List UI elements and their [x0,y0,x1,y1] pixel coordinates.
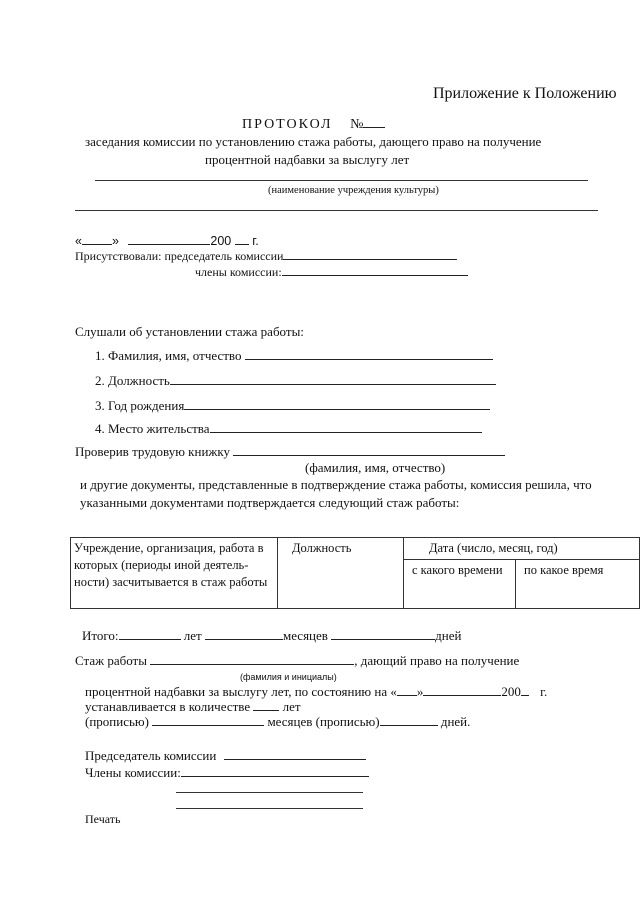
chairman-row [85,748,366,762]
bonus-day-field[interactable] [397,684,417,696]
checked-row [75,444,505,458]
subtitle-line1: заседания комиссии по установлению стажа работы, дающего право на получение [85,134,542,149]
header-date: Дата (число, месяц, год) [404,538,640,560]
checked-caption: (фамилия, имя, отчество) [305,460,446,475]
seniority-caption: (фамилия и инициалы) [240,672,337,682]
bonus-months-label: месяцев (прописью) [267,714,380,729]
quote-open: « [75,234,82,248]
seniority-label: Стаж работы [75,653,147,668]
institution-caption: (наименование учреждения культуры) [268,185,439,196]
header-institution: Учреждение, организация, работа в которых (периоды иной деятель-ности) засчитывается в стаж работы [71,538,278,609]
members-row [195,264,468,278]
year-suffix: г. [252,234,259,248]
number-label: № [350,117,364,132]
chairman-present-field[interactable] [283,248,457,260]
bonus-years-label: лет [282,699,301,714]
months-label: месяцев [282,628,328,643]
decision-line2: указанными документами подтверждается следующий стаж работы: [80,495,460,510]
year-field[interactable] [235,233,249,245]
subtitle-line2: процентной надбавки за выслугу лет [205,152,410,167]
field-residence [95,421,482,435]
member-signature-field-1[interactable] [181,765,369,777]
appendix-label: Приложение к Положению [433,85,617,102]
document-title [242,116,385,132]
header-to: по какое время [516,559,640,608]
members-sign-label: Члены комиссии: [85,765,181,780]
chairman-label: Председатель комиссии [85,748,217,763]
employment-book-input[interactable] [233,444,505,456]
present-label: Присутствовали: председатель комиссии [75,249,284,263]
title-text: ПРОТОКОЛ [242,117,333,132]
heard-label: Слушали об установлении стажа работы: [75,324,304,339]
position-input[interactable] [170,373,496,385]
seniority-table [70,537,640,609]
chairman-signature-field[interactable] [224,748,366,760]
members-label: члены комиссии: [195,265,282,279]
bonus-months-words-field[interactable] [380,714,438,726]
decision-line1: и другие документы, представленные в подтверждение стажа работы, комиссия решила, что [80,477,592,492]
field-full-name [95,348,493,362]
seal-label: Печать [85,812,121,826]
institution-field[interactable] [95,180,588,181]
present-row [75,248,457,262]
residence-input[interactable] [210,421,482,433]
field-label: 3. Год рождения [95,398,185,413]
quote-close: » [416,684,424,699]
checked-label: Проверив трудовую книжку [75,444,231,459]
bonus-line3 [85,714,470,728]
day-field[interactable] [82,233,112,245]
header-from: с какого времени [404,559,516,608]
bonus-words-label: (прописью) [85,714,149,729]
bonus-text: процентной надбавки за выслугу лет, по состоянию на « [85,684,397,699]
bonus-year: 200 [501,684,521,699]
date-row [75,233,259,248]
field-label: 2. Должность [95,373,170,388]
field-position [95,373,496,387]
days-label: дней [435,628,462,643]
full-name-input[interactable] [245,348,493,360]
members-sign-row [85,765,369,779]
birth-year-input[interactable] [184,398,490,410]
total-row [82,628,461,642]
bonus-days-label: дней. [440,714,471,729]
header-position: Должность [278,538,404,609]
field-label: 4. Место жительства [95,421,210,436]
field-label: 1. Фамилия, имя, отчество [95,348,242,363]
bonus-years-field[interactable] [253,699,279,711]
total-years-field[interactable] [119,628,181,640]
quote-close: » [111,234,119,248]
bonus-year-suffix: г. [540,684,548,699]
total-label: Итого: [82,628,119,643]
total-months-field[interactable] [205,628,283,640]
field-birth-year [95,398,490,412]
number-field[interactable] [363,116,385,128]
bonus-text: устанавливается в количестве [85,699,251,714]
bonus-line2 [85,699,301,713]
members-present-field[interactable] [282,264,468,276]
year-prefix: 200 [210,234,232,248]
bonus-year-field[interactable] [521,684,529,696]
seniority-name-field[interactable] [150,653,354,665]
bonus-month-field[interactable] [423,684,501,696]
bonus-line1 [85,684,547,698]
seniority-suffix: , дающий право на получение [354,653,520,668]
month-field[interactable] [128,233,210,245]
member-signature-field-2[interactable] [176,792,363,793]
seniority-row [75,653,519,667]
bonus-years-words-field[interactable] [152,714,264,726]
divider-line [75,210,598,211]
member-signature-field-3[interactable] [176,808,363,809]
total-days-field[interactable] [331,628,435,640]
years-label: лет [183,628,202,643]
